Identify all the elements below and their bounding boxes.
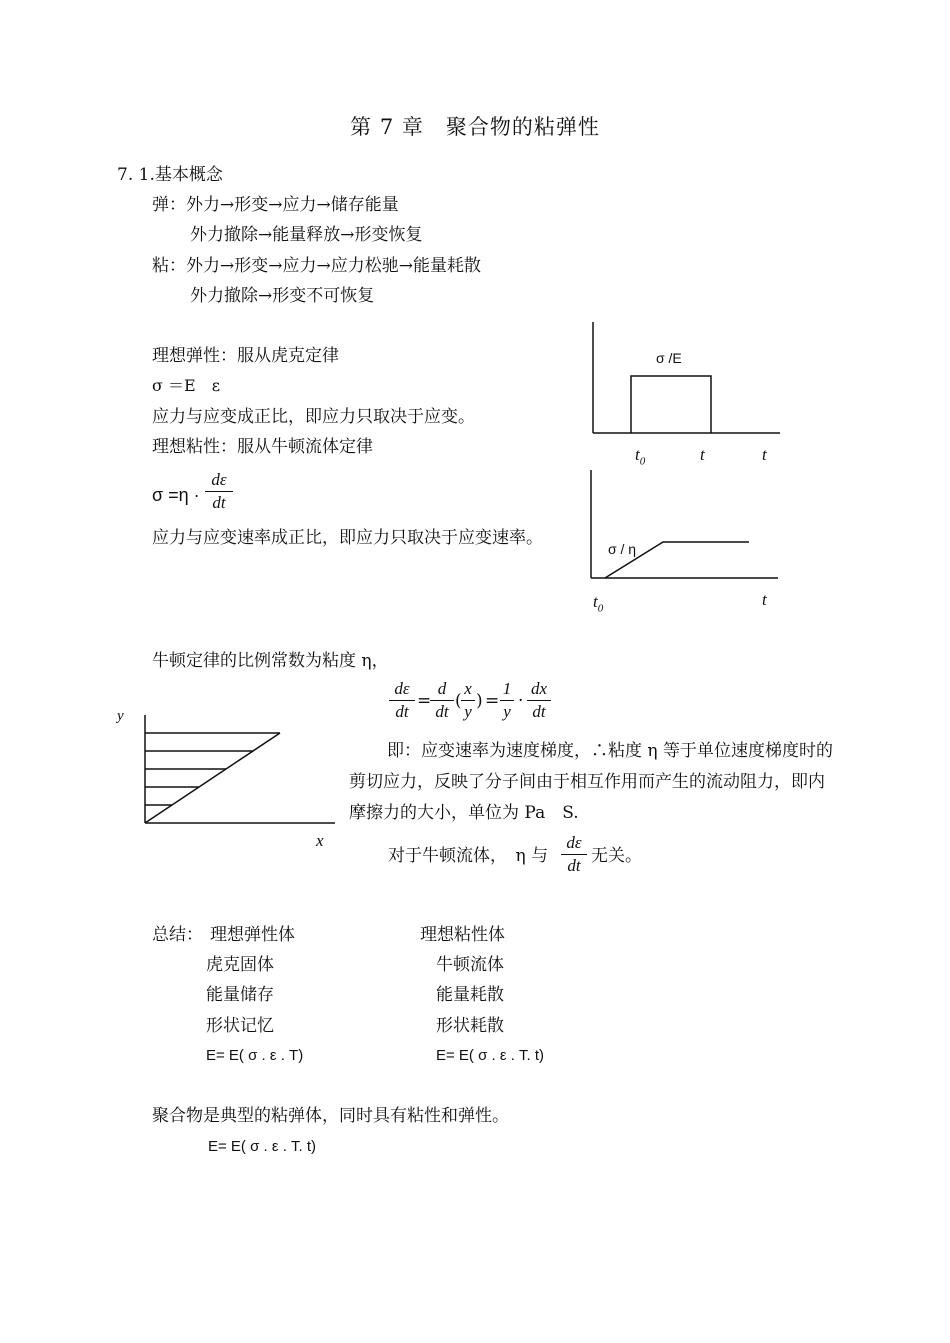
ideal-viscous-heading: 理想粘性：服从牛顿流体定律	[152, 437, 373, 457]
summary-col1-item: 理想弹性体	[210, 925, 295, 945]
graph2-t0-label: $t_0$	[593, 592, 604, 615]
summary-col2-item: 能量耗散	[436, 985, 504, 1005]
summary-col1-item: 形状记忆	[206, 1016, 274, 1036]
eq-equals-2: =	[485, 691, 500, 711]
velocity-gradient-diagram	[115, 705, 345, 840]
summary-col2-item: 牛顿流体	[436, 955, 504, 975]
viscosity-explanation: 即：应变速率为速度梯度，∴粘度 η 等于单位速度梯度时的剪切应力，反映了分子间由于相互作用而产生的流动阻力，即内摩擦力的大小，单位为 Pa S.	[349, 741, 833, 823]
viscous-line-2: 外力撤除→形变不可恢复	[190, 286, 375, 306]
summary-label: 总结：	[152, 925, 203, 945]
conclusion-text: 聚合物是典型的粘弹体，同时具有粘性和弹性。	[152, 1106, 509, 1126]
summary-col2-item: 形状耗散	[436, 1016, 504, 1036]
elastic-response-graph	[585, 320, 785, 470]
elastic-line-1: 弹：外力→形变→应力→储存能量	[152, 195, 399, 215]
graph1-t0-label: $t_0$	[635, 445, 646, 468]
section-heading: 7. 1.基本概念	[117, 165, 223, 185]
newton-intro: 牛顿定律的比例常数为粘度 η，	[152, 651, 389, 671]
newton-formula-fraction	[205, 471, 233, 512]
newton-note-pre: 对于牛顿流体， η 与	[388, 846, 549, 866]
eq-dot: ·	[518, 691, 524, 711]
eq-fraction-2: d dt	[430, 680, 454, 721]
eq-fraction-5: dx dt	[527, 680, 551, 721]
eq-paren-close: )	[476, 691, 483, 711]
graph2-t-axis-label: t	[762, 590, 767, 609]
fraction-numerator: dε	[211, 470, 227, 489]
graph1-t-axis-label: t	[762, 445, 767, 464]
summary-col2-item: 理想粘性体	[420, 925, 505, 945]
fraction-denominator: dt	[212, 493, 226, 512]
eq-paren-open: (	[455, 691, 462, 711]
newton-note-post: 无关。	[591, 846, 642, 866]
graph2-curve-label: σ / η	[608, 541, 637, 557]
viscous-response-graph	[585, 468, 785, 588]
viscous-line-1: 粘：外力→形变→应力→应力松驰→能量耗散	[152, 256, 481, 276]
ideal-viscous-desc: 应力与应变速率成正比，即应力只取决于应变速率。	[152, 528, 543, 548]
graph1-curve-label: σ /E	[656, 350, 682, 366]
diagram-y-label: y	[117, 708, 124, 724]
ideal-elastic-heading: 理想弹性：服从虎克定律	[152, 346, 339, 366]
eq-equals-1: =	[417, 691, 432, 711]
conclusion-formula: E= E( σ . ε . T. t)	[208, 1138, 317, 1155]
summary-col1-item: 能量储存	[206, 985, 274, 1005]
summary-col1-item: E= E( σ . ε . T)	[206, 1047, 304, 1064]
newton-note-fraction: dε dt	[561, 834, 587, 875]
eq-fraction-3: x y	[461, 680, 475, 721]
eq-fraction-1: dε dt	[389, 680, 415, 721]
eq-fraction-4: 1 y	[500, 680, 514, 721]
hooke-formula: σ ＝E ε	[152, 376, 220, 395]
graph1-t-label: t	[700, 445, 705, 464]
summary-col2-item: E= E( σ . ε . T. t)	[436, 1047, 545, 1064]
summary-col1-item: 虎克固体	[206, 955, 274, 975]
ideal-elastic-desc: 应力与应变成正比，即应力只取决于应变。	[152, 407, 475, 427]
page-title: 第 7 章 聚合物的粘弹性	[350, 115, 600, 139]
newton-formula-lhs: σ =η ·	[152, 485, 200, 505]
elastic-line-2: 外力撤除→能量释放→形变恢复	[190, 225, 423, 245]
diagram-x-label: x	[316, 831, 324, 850]
